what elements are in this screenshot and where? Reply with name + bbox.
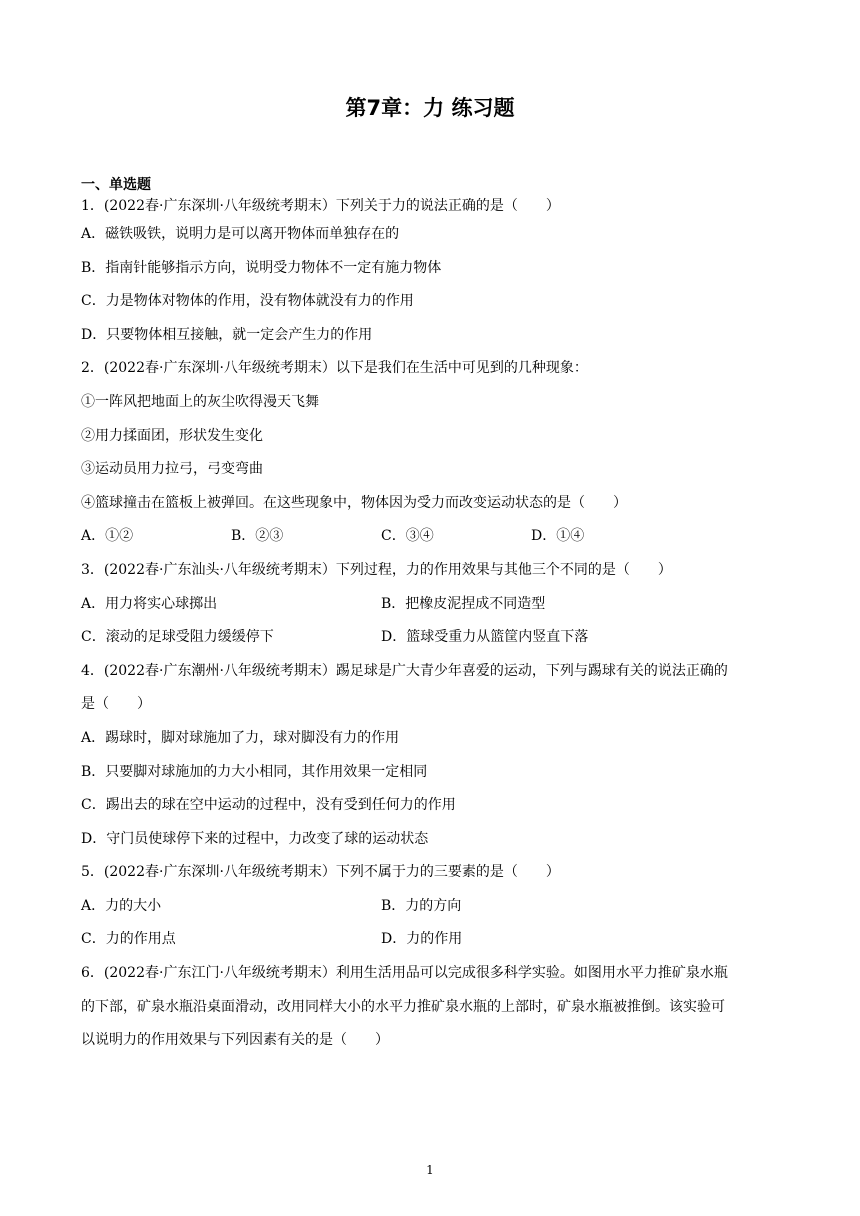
question-3-option-b: B．把橡皮泥捏成不同造型 <box>381 595 546 612</box>
question-2-option-a: A．①② <box>81 528 134 545</box>
question-1-option-d: D．只要物体相互接触，就一定会产生力的作用 <box>81 326 373 343</box>
question-1-stem: 1．(2022春·广东深圳·八年级统考期末）下列关于力的说法正确的是（ ） <box>81 198 560 214</box>
question-2-statement-3: ③运动员用力拉弓，弓变弯曲 <box>81 461 263 478</box>
question-3-stem: 3．(2022春·广东汕头·八年级统考期末）下列过程，力的作用效果与其他三个不同的是（ ） <box>81 561 672 578</box>
question-5-options-row-2 <box>81 923 781 957</box>
question-list <box>81 176 781 1058</box>
question-2-option-d: D．①④ <box>531 528 585 545</box>
question-2-statement-2: ②用力揉面团，形状发生变化 <box>81 427 263 444</box>
question-2-option-c: C．③④ <box>381 528 434 545</box>
question-4-stem-line-1: 4．(2022春·广东潮州·八年级统考期末）踢足球是广大青少年喜爱的运动，下列与踢球有关的说法正确的 <box>81 662 728 679</box>
question-5-option-a: A．力的大小 <box>81 897 162 914</box>
question-4-option-c: C．踢出去的球在空中运动的过程中，没有受到任何力的作用 <box>81 797 456 814</box>
question-2-options <box>81 520 781 554</box>
question-1-option-a: A．磁铁吸铁，说明力是可以离开物体而单独存在的 <box>81 226 400 242</box>
question-5-option-b: B．力的方向 <box>381 897 462 914</box>
question-4-option-a: A．踢球时，脚对球施加了力，球对脚没有力的作用 <box>81 729 400 746</box>
question-3-option-a: A．用力将实心球掷出 <box>81 595 218 612</box>
page-title: 第7章：力 练习题 <box>345 96 515 120</box>
question-6-stem-line-3: 以说明力的作用效果与下列因素有关的是（ ） <box>81 1032 389 1049</box>
question-4-option-d: D．守门员使球停下来的过程中，力改变了球的运动状态 <box>81 830 429 847</box>
question-2-option-b: B．②③ <box>231 528 284 545</box>
question-5-options-row-1 <box>81 890 781 924</box>
question-2-statement-1: ①一阵风把地面上的灰尘吹得漫天飞舞 <box>81 393 319 410</box>
question-3-options-row-2 <box>81 621 781 655</box>
question-3-option-c: C．滚动的足球受阻力缓缓停下 <box>81 629 274 646</box>
question-2-stem: 2．(2022春·广东深圳·八年级统考期末）以下是我们在生活中可见到的几种现象： <box>81 360 588 377</box>
question-3-option-d: D．篮球受重力从篮筐内竖直下落 <box>381 629 589 646</box>
question-6-stem-line-2: 的下部，矿泉水瓶沿桌面滑动，改用同样大小的水平力推矿泉水瓶的上部时，矿泉水瓶被推倒。该实验可 <box>81 998 725 1015</box>
question-1-option-c: C．力是物体对物体的作用，没有物体就没有力的作用 <box>81 293 414 310</box>
question-2-statement-4: ④篮球撞击在篮板上被弹回。在这些现象中，物体因为受力而改变运动状态的是（ ） <box>81 494 627 511</box>
question-4-option-b: B．只要脚对球施加的力大小相同，其作用效果一定相同 <box>81 763 428 780</box>
question-5-stem: 5．(2022春·广东深圳·八年级统考期末）下列不属于力的三要素的是（ ） <box>81 864 560 881</box>
section-heading: 一、单选题 <box>81 177 151 193</box>
question-3-options-row-1 <box>81 588 781 622</box>
question-4-stem-line-2: 是（ ） <box>81 696 151 713</box>
question-5-option-c: C．力的作用点 <box>81 931 176 948</box>
question-5-option-d: D．力的作用 <box>381 931 463 948</box>
question-1-option-b: B．指南针能够指示方向，说明受力物体不一定有施力物体 <box>81 259 442 276</box>
page-number: 1 <box>426 1163 434 1177</box>
question-6-stem-line-1: 6．(2022春·广东江门·八年级统考期末）利用生活用品可以完成很多科学实验。如图用水平力推矿泉水瓶 <box>81 965 728 982</box>
